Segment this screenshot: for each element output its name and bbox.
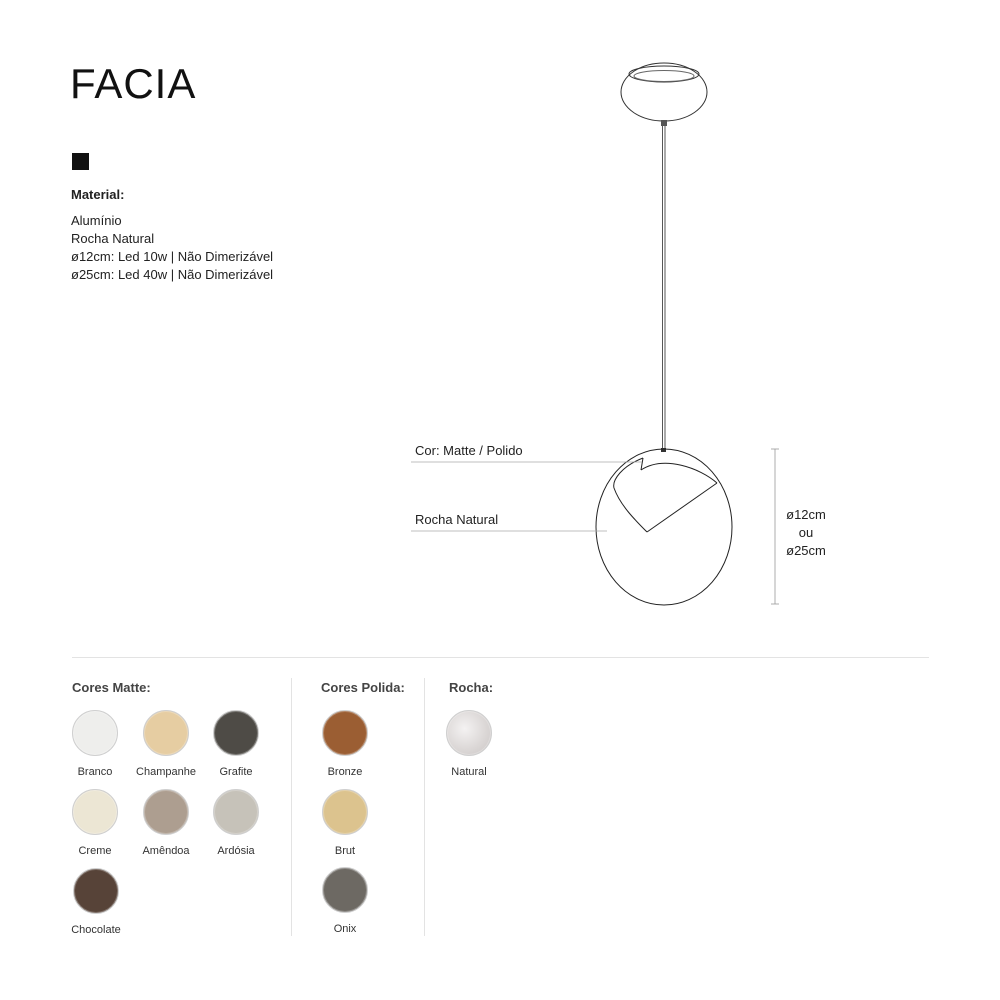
column-divider — [291, 678, 292, 936]
section-divider — [72, 657, 929, 658]
cable — [663, 126, 666, 450]
swatch-label: Creme — [78, 845, 112, 857]
swatch-label: Champanhe — [136, 766, 196, 778]
dimension-label — [775, 506, 837, 560]
swatch-brut — [300, 789, 390, 857]
callout-stone: Rocha Natural — [415, 512, 499, 527]
swatch-bronze — [300, 710, 390, 778]
color-circle — [73, 868, 119, 914]
canopy-connector — [661, 120, 667, 126]
color-circle — [322, 789, 368, 835]
swatch-label: Branco — [77, 766, 113, 778]
swatch-label: Bronze — [327, 766, 363, 778]
swatch-onix — [300, 867, 390, 935]
swatch-label: Amêndoa — [142, 845, 190, 857]
dimension-or: ou — [798, 525, 814, 540]
callout-color: Cor: Matte / Polido — [415, 443, 523, 458]
material-item: Alumínio — [71, 213, 122, 228]
material-label: Material: — [71, 187, 125, 202]
stone-title: Rocha: — [449, 680, 494, 695]
swatch-label: Onix — [333, 923, 357, 935]
dimension-large: ø25cm — [786, 543, 826, 558]
polished-colors-title: Cores Polida: — [321, 680, 405, 695]
stone-disc — [596, 449, 732, 605]
swatch-label: Brut — [334, 845, 356, 857]
material-list — [71, 212, 273, 284]
product-title: FACIA — [70, 60, 197, 107]
color-circle — [213, 789, 259, 835]
color-circle — [143, 789, 189, 835]
matte-colors-title: Cores Matte: — [72, 680, 151, 695]
black-square-icon — [72, 153, 89, 170]
material-item: Rocha Natural — [71, 231, 155, 246]
color-circle — [213, 710, 259, 756]
swatch-chocolate — [51, 868, 141, 936]
swatch-grafite — [191, 710, 281, 778]
color-circle — [72, 789, 118, 835]
swatch-label: Chocolate — [71, 924, 121, 936]
swatch-label: Natural — [451, 766, 487, 778]
swatch-natural — [424, 710, 514, 778]
swatch-label: Ardósia — [217, 845, 255, 857]
material-item: ø12cm: Led 10w | Não Dimerizável — [71, 249, 274, 264]
color-circle — [322, 867, 368, 913]
dimension-small: ø12cm — [786, 507, 826, 522]
swatch-ardosia — [191, 789, 281, 857]
swatch-label: Grafite — [219, 766, 253, 778]
color-circle — [143, 710, 189, 756]
color-circle — [446, 710, 492, 756]
color-circle — [322, 710, 368, 756]
color-circle — [72, 710, 118, 756]
canopy — [621, 63, 707, 121]
material-item: ø25cm: Led 40w | Não Dimerizável — [71, 267, 274, 282]
